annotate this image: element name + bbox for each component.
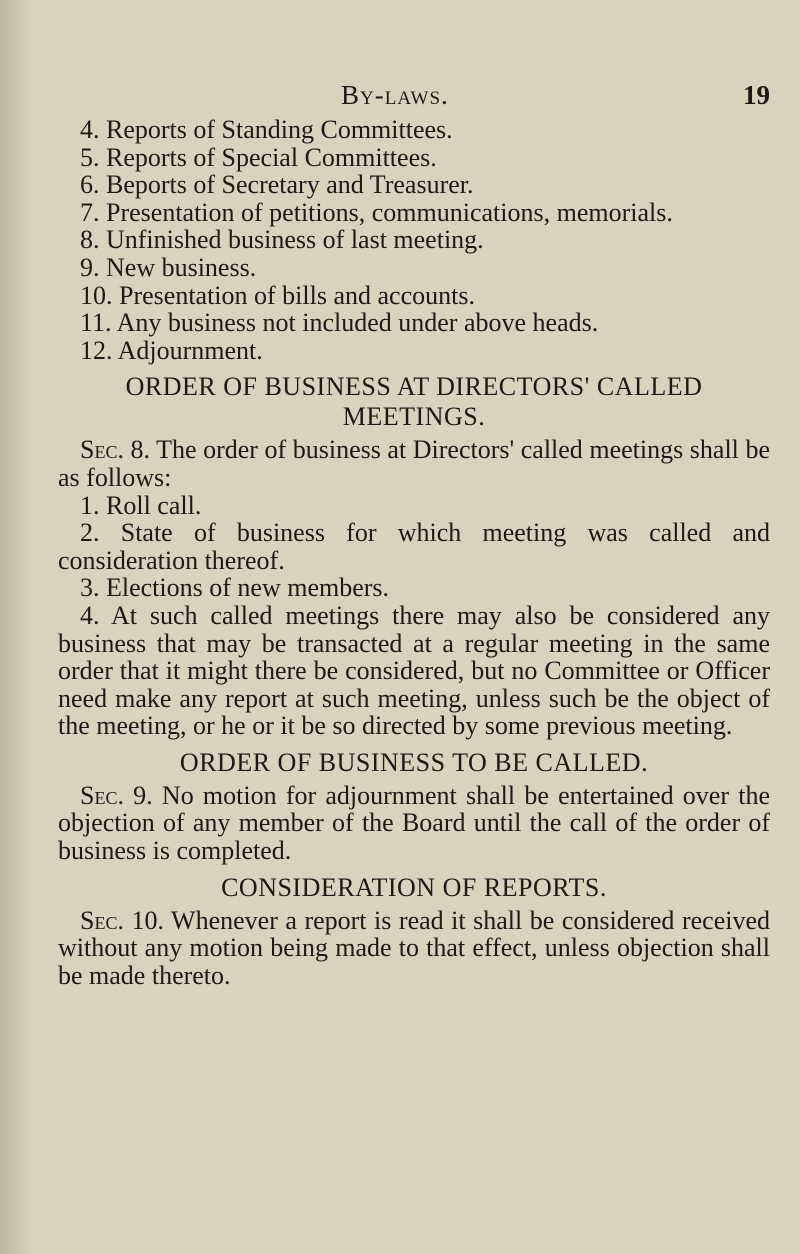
list-item: 9. New business.	[80, 252, 257, 282]
list-item: 11. Any business not included under above heads.	[80, 308, 599, 338]
section-paragraph	[58, 907, 770, 990]
section-paragraph	[58, 782, 770, 865]
section-text: The order of business at Directors' called meetings shall be as follows:	[58, 435, 770, 492]
section-text: No motion for adjournment shall be entertained over the objection of any member of the Board until the call of the order of business is completed.	[58, 780, 770, 866]
running-head	[58, 80, 770, 116]
list-item: 2. State of business for which meeting was called and consideration thereof.	[58, 518, 770, 575]
list-item: 3. Elections of new members.	[80, 573, 390, 603]
list-item: 7. Presentation of petitions, communications, memorials.	[80, 197, 673, 227]
section-heading: ORDER OF BUSINESS TO BE CALLED.	[179, 747, 649, 777]
section-heading: ORDER OF BUSINESS AT DIRECTORS' CALLED MEETINGS.	[125, 372, 703, 432]
section-label: Sec. 8.	[80, 435, 151, 465]
list-item: 8. Unfinished business of last meeting.	[80, 225, 484, 255]
order-of-business-list	[58, 116, 770, 364]
book-binding-edge	[0, 0, 34, 1254]
section-label: Sec. 10.	[80, 905, 164, 935]
list-item: 4. Reports of Standing Committees.	[80, 115, 453, 144]
running-title: By-laws.	[341, 80, 449, 110]
section-label: Sec. 9.	[80, 780, 153, 810]
page-body	[58, 116, 770, 989]
list-item: 12. Adjournment.	[80, 335, 263, 365]
list-item: 1. Roll call.	[80, 490, 202, 520]
list-item: 5. Reports of Special Committees.	[80, 142, 437, 172]
list-item: 4. At such called meetings there may also be considered any business that may be transacted at a regular meeting in the same order that it might there be considered, but no Committee or Officer need make any report at such meeting, unless such be the object of the meeting, or he or it be so directed by some previous meeting.	[58, 600, 770, 741]
list-item: 10. Presentation of bills and accounts.	[80, 280, 475, 310]
section-heading: CONSIDERATION OF REPORTS.	[221, 872, 607, 902]
book-page	[58, 80, 770, 989]
section-paragraph	[58, 436, 770, 491]
section-text: Whenever a report is read it shall be considered received without any motion being made to that effect, unless objection shall be made thereto.	[58, 905, 770, 990]
page-number: 19	[743, 80, 770, 110]
list-item: 6. Beports of Secretary and Treasurer.	[80, 170, 474, 200]
